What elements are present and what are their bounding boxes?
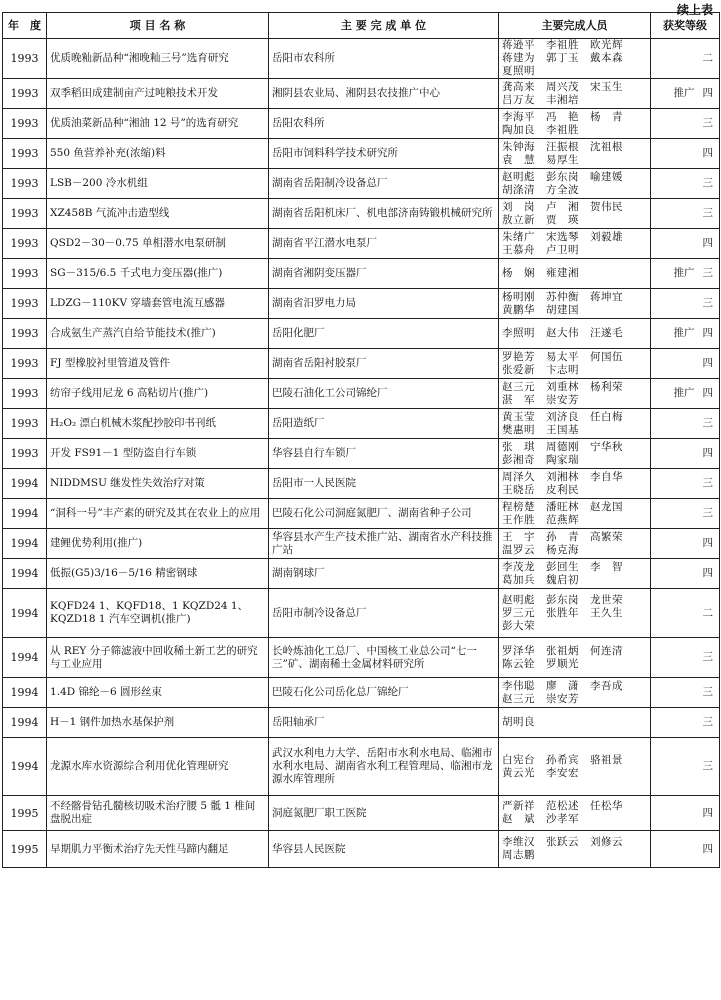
project-cell: H₂O₂ 漂白机械木浆配抄胶印书刊纸 [47, 409, 269, 439]
year-cell: 1993 [3, 379, 47, 409]
table-row [3, 319, 720, 349]
award-cell [651, 439, 720, 469]
award-level: 三 [702, 651, 713, 663]
unit-cell: 岳阳市农科所 [269, 39, 499, 79]
award-cell [651, 796, 720, 831]
award-cell [651, 529, 720, 559]
unit-cell: 巴陵石化公司岳化总厂锦纶厂 [269, 678, 499, 708]
award-cell [651, 379, 720, 409]
table-row [3, 831, 720, 868]
award-level: 四 [702, 842, 713, 855]
year-cell: 1993 [3, 349, 47, 379]
table-row [3, 678, 720, 708]
table-row [3, 169, 720, 199]
award-cell [651, 139, 720, 169]
year-cell: 1993 [3, 139, 47, 169]
unit-cell: 巴陵石油化工公司锦纶厂 [269, 379, 499, 409]
table-row [3, 589, 720, 638]
award-cell [651, 169, 720, 199]
year-cell: 1994 [3, 738, 47, 796]
table-row [3, 529, 720, 559]
unit-cell: 岳阳造纸厂 [269, 409, 499, 439]
table-row [3, 796, 720, 831]
unit-cell: 岳阳轴承厂 [269, 708, 499, 738]
award-cell [651, 589, 720, 638]
award-level: 四 [702, 447, 713, 459]
award-cell [651, 409, 720, 439]
header-unit: 主 要 完 成 单 位 [269, 13, 499, 39]
project-cell: NIDDMSU 继发性失效治疗对策 [47, 469, 269, 499]
project-cell: 低振(G5)3/16－5/16 精密钢球 [47, 559, 269, 589]
header-people: 主要完成人员 [499, 13, 651, 39]
award-level: 三 [702, 297, 713, 309]
people-cell: 程榜楚 潘旺林 赵龙国 王作胜 范燕辉 [499, 499, 651, 529]
project-cell: 纺帘子线用尼龙 6 高粘切片(推广) [47, 379, 269, 409]
unit-cell: 华容县自行车锁厂 [269, 439, 499, 469]
year-cell: 1993 [3, 409, 47, 439]
unit-cell: 岳阳市一人民医院 [269, 469, 499, 499]
award-extension-label: 推广 [673, 387, 695, 399]
unit-cell: 洞庭氮肥厂职工医院 [269, 796, 499, 831]
award-cell [651, 109, 720, 139]
award-cell [651, 738, 720, 796]
award-level: 四 [702, 806, 713, 819]
award-cell [651, 259, 720, 289]
continued-note: 续上表 [676, 3, 713, 17]
table-row [3, 349, 720, 379]
award-cell [651, 499, 720, 529]
year-cell: 1995 [3, 831, 47, 868]
award-cell [651, 319, 720, 349]
award-level: 四 [702, 327, 713, 339]
people-cell: 杨 娴 雍建湘 [499, 259, 651, 289]
unit-cell: 湖南省湘阴变压器厂 [269, 259, 499, 289]
project-cell: 开发 FS91－1 型防盗自行车锁 [47, 439, 269, 469]
table-row [3, 638, 720, 678]
award-level: 四 [702, 357, 713, 369]
project-cell: 1.4D 锦纶－6 圆形丝束 [47, 678, 269, 708]
unit-cell: 岳阳市制冷设备总厂 [269, 589, 499, 638]
project-cell: 不经髂骨钻孔髓核切吸术治疗腰 5 骶 1 椎间盘脱出症 [47, 796, 269, 831]
year-cell: 1994 [3, 638, 47, 678]
unit-cell: 湖南省汨罗电力局 [269, 289, 499, 319]
unit-cell: 巴陵石化公司洞庭氮肥厂、湖南省种子公司 [269, 499, 499, 529]
award-level: 三 [702, 117, 713, 129]
table-row [3, 139, 720, 169]
award-level: 四 [702, 537, 713, 549]
unit-cell: 湖南省岳阳衬胶泵厂 [269, 349, 499, 379]
year-cell: 1994 [3, 708, 47, 738]
unit-cell: 湖南省岳阳机床厂、机电部济南铸锻机械研究所 [269, 199, 499, 229]
people-cell: 朱绪广 宋选琴 刘毅雄 王慕舟 卢卫明 [499, 229, 651, 259]
table-row [3, 259, 720, 289]
people-cell: 黄玉莹 刘济良 任白梅 樊惠明 王国基 [499, 409, 651, 439]
award-level: 三 [702, 716, 713, 728]
award-level: 三 [702, 207, 713, 219]
award-cell [651, 229, 720, 259]
project-cell: FJ 型橡胶衬里管道及管件 [47, 349, 269, 379]
unit-cell: 长岭炼油化工总厂、中国核工业总公司“七一三”矿、湖南稀土金属材料研究所 [269, 638, 499, 678]
year-cell: 1994 [3, 559, 47, 589]
people-cell: 李茂龙 彭回生 李 智 葛加兵 魏启初 [499, 559, 651, 589]
year-cell: 1993 [3, 39, 47, 79]
award-level: 四 [702, 387, 713, 399]
people-cell: 严新祥 范松述 任松华 赵 斌 沙孝军 [499, 796, 651, 831]
people-cell: 胡明良 [499, 708, 651, 738]
people-cell: 罗艳芳 易太平 何国伍 张爱新 卞志明 [499, 349, 651, 379]
award-cell [651, 199, 720, 229]
table-body [3, 39, 720, 868]
award-level: 三 [702, 417, 713, 429]
award-level: 四 [702, 147, 713, 159]
award-level: 三 [702, 267, 713, 279]
year-cell: 1993 [3, 199, 47, 229]
year-cell: 1993 [3, 319, 47, 349]
award-extension-label: 推广 [673, 87, 695, 99]
award-level: 三 [702, 477, 713, 489]
award-level: 三 [702, 686, 713, 698]
table-row [3, 708, 720, 738]
table-row [3, 738, 720, 796]
table-row [3, 229, 720, 259]
award-level: 三 [702, 177, 713, 189]
unit-cell: 武汉水利电力大学、岳阳市水利水电局、临湘市水利水电局、湖南省水利工程管理局、临湘市龙源水库管理所 [269, 738, 499, 796]
unit-cell: 岳阳市饲料科学技术研究所 [269, 139, 499, 169]
table-row [3, 199, 720, 229]
year-cell: 1994 [3, 469, 47, 499]
people-cell: 蒋逊平 李祖胜 欧光辉 蒋建为 郭丁玉 戴本森 夏照明 [499, 39, 651, 79]
award-cell [651, 39, 720, 79]
year-cell: 1993 [3, 79, 47, 109]
unit-cell: 湖南省平江潜水电泵厂 [269, 229, 499, 259]
project-cell: 合成氨生产蒸汽自给节能技术(推广) [47, 319, 269, 349]
table-row [3, 439, 720, 469]
table-row [3, 559, 720, 589]
project-cell: 龙源水库水资源综合利用优化管理研究 [47, 738, 269, 796]
award-cell [651, 831, 720, 868]
people-cell: 白宪台 孙希宾 骆祖景 黄云光 李安宏 [499, 738, 651, 796]
people-cell: 李维汉 张跃云 刘修云 周志鹏 [499, 831, 651, 868]
unit-cell: 湖南省岳阳制冷设备总厂 [269, 169, 499, 199]
table-row [3, 39, 720, 79]
unit-cell: 湖南钢球厂 [269, 559, 499, 589]
project-cell: LSB－200 冷水机组 [47, 169, 269, 199]
project-cell: LDZG－110KV 穿墙套管电流互感器 [47, 289, 269, 319]
awards-table [2, 12, 720, 868]
people-cell: 赵明彪 彭东岗 龙世荣 罗三元 张胜年 王久生 彭大荣 [499, 589, 651, 638]
people-cell: 张 琪 周德刚 宁华秋 彭湘奇 陶家瑞 [499, 439, 651, 469]
award-extension-label: 推广 [673, 327, 695, 339]
people-cell: 周泽久 刘湘林 李自华 王晓岳 皮利民 [499, 469, 651, 499]
table-row [3, 499, 720, 529]
header-year: 年 度 [3, 13, 47, 39]
people-cell: 赵明彪 彭东岗 喻建媛 胡涤清 方全波 [499, 169, 651, 199]
year-cell: 1994 [3, 589, 47, 638]
people-cell: 朱钟海 汪振根 沈祖根 袁 慧 易厚生 [499, 139, 651, 169]
year-cell: 1994 [3, 678, 47, 708]
project-cell: KQFD24 1、KQFD18、1 KQZD24 1、KQZD18 1 汽车空调机(推广) [47, 589, 269, 638]
project-cell: 优质油菜新品种“湘油 12 号”的选育研究 [47, 109, 269, 139]
award-cell [651, 678, 720, 708]
people-cell: 赵三元 刘重林 杨利荣 湛 军 崇安芳 [499, 379, 651, 409]
project-cell: QSD2－30－0.75 单相潜水电泵研制 [47, 229, 269, 259]
award-level: 二 [702, 606, 713, 619]
award-level: 四 [702, 237, 713, 249]
award-cell [651, 349, 720, 379]
award-extension-label: 推广 [673, 267, 695, 279]
table-row [3, 79, 720, 109]
people-cell: 刘 岗 卢 湘 贺伟民 敖立新 贾 瑛 [499, 199, 651, 229]
award-cell [651, 708, 720, 738]
people-cell: 杨明刚 苏仲衡 蒋坤宜 黄鹏华 胡建国 [499, 289, 651, 319]
award-level: 四 [702, 87, 713, 99]
people-cell: 李海平 冯 艳 杨 青 陶加良 李祖胜 [499, 109, 651, 139]
award-level: 四 [702, 567, 713, 579]
year-cell: 1993 [3, 259, 47, 289]
project-cell: 建鲤优势利用(推广) [47, 529, 269, 559]
year-cell: 1993 [3, 109, 47, 139]
project-cell: 早期肌力平衡术治疗先天性马蹄内翻足 [47, 831, 269, 868]
year-cell: 1994 [3, 529, 47, 559]
award-level: 三 [702, 507, 713, 519]
year-cell: 1993 [3, 169, 47, 199]
unit-cell: 湘阴县农业局、湘阴县农技推广中心 [269, 79, 499, 109]
table-row [3, 409, 720, 439]
header-award: 获奖等级 [651, 13, 720, 39]
award-level: 三 [702, 760, 713, 772]
project-cell: SG－315/6.5 千式电力变压器(推广) [47, 259, 269, 289]
header-project: 项 目 名 称 [47, 13, 269, 39]
unit-cell: 华容县水产生产技术推广站、湖南省水产科技推广站 [269, 529, 499, 559]
unit-cell: 岳阳农科所 [269, 109, 499, 139]
project-cell: XZ458B 气流冲击造型线 [47, 199, 269, 229]
table-row [3, 109, 720, 139]
unit-cell: 华容县人民医院 [269, 831, 499, 868]
year-cell: 1993 [3, 229, 47, 259]
unit-cell: 岳阳化肥厂 [269, 319, 499, 349]
people-cell: 李伟聪 廖 潇 李吾成 赵三元 崇安芳 [499, 678, 651, 708]
award-cell [651, 638, 720, 678]
award-cell [651, 79, 720, 109]
project-cell: 优质晚籼新品种“湘晚籼三号”选育研究 [47, 39, 269, 79]
award-cell [651, 469, 720, 499]
header-row [3, 13, 720, 39]
project-cell: 550 鱼营养补充(浓缩)料 [47, 139, 269, 169]
year-cell: 1994 [3, 499, 47, 529]
people-cell: 李照明 赵大伟 汪遂毛 [499, 319, 651, 349]
project-cell: 从 REY 分子筛滤液中回收稀土新工艺的研究与工业应用 [47, 638, 269, 678]
people-cell: 罗泽华 张祖炳 何连清 陈云铨 罗顺光 [499, 638, 651, 678]
award-cell [651, 289, 720, 319]
year-cell: 1993 [3, 289, 47, 319]
table-row [3, 379, 720, 409]
people-cell: 王 宇 孙 青 高繁荣 温罗云 杨克海 [499, 529, 651, 559]
table-row [3, 469, 720, 499]
people-cell: 龚高来 周兴茂 宋玉生 吕万友 丰湘培 [499, 79, 651, 109]
award-level: 二 [702, 52, 713, 64]
table-row [3, 289, 720, 319]
award-cell [651, 559, 720, 589]
year-cell: 1995 [3, 796, 47, 831]
project-cell: H－1 钢件加热水基保护剂 [47, 708, 269, 738]
project-cell: “洞科一号”丰产素的研究及其在农业上的应用 [47, 499, 269, 529]
project-cell: 双季稻田成建制亩产过吨粮技术开发 [47, 79, 269, 109]
year-cell: 1993 [3, 439, 47, 469]
